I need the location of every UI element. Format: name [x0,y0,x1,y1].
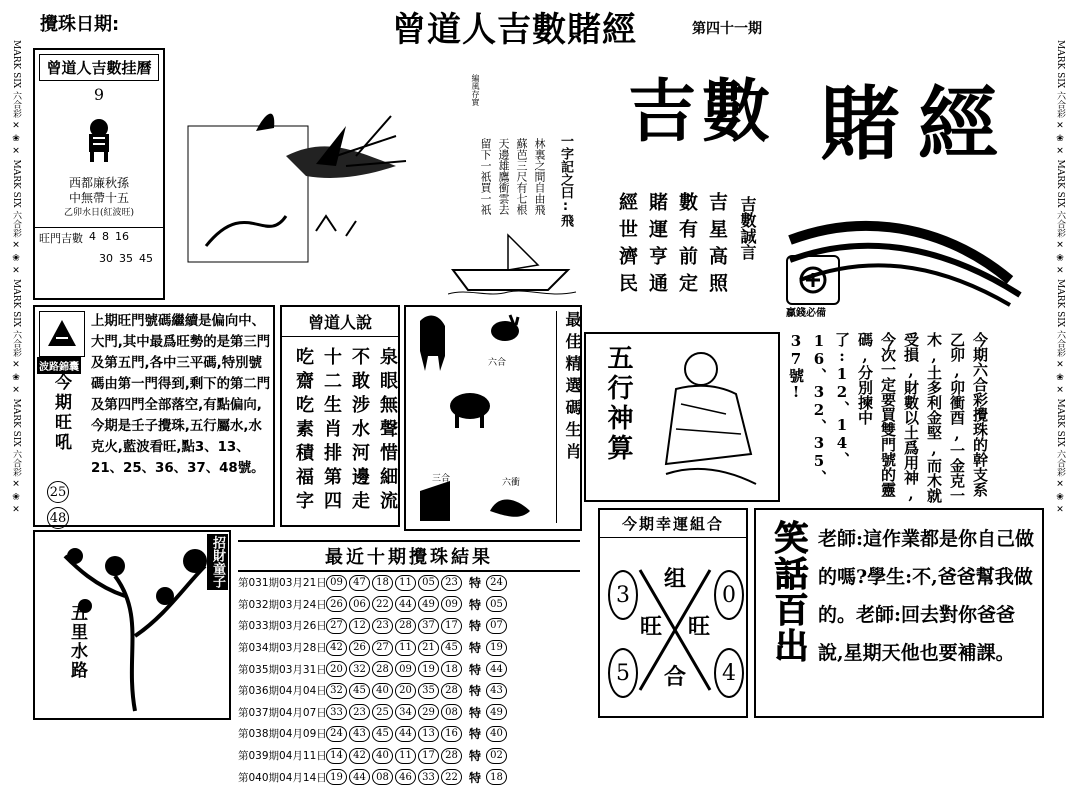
calendar-line-2: 中無帶十五 [68,191,129,205]
result-number: 25 [372,704,393,720]
lucky-num: 30 [99,252,113,265]
issue-number: 第四十一期 [692,21,762,37]
poem-box [448,70,578,300]
result-number: 22 [441,769,462,785]
result-number: 19 [326,769,347,785]
result-number: 28 [441,683,462,699]
page-title: 曾道人吉數賭經 [392,10,637,50]
result-draw-label: 第035期03月31日 [238,663,327,676]
poem-col: 留下一祇買一祇 [479,138,492,215]
result-number: 06 [349,596,370,612]
result-row [238,658,580,680]
result-draw-label: 第036期04月04日 [238,685,327,698]
zengdaoren-col: 泉眼無聲惜細流 [377,347,398,515]
result-number: 40 [372,748,393,764]
wuli-box [33,530,231,720]
combo-num: 5 [608,648,638,698]
result-number: 44 [349,769,370,785]
result-number: 11 [395,640,416,656]
lucky-num: 4 [89,230,96,243]
boat-icon [448,230,578,300]
result-number: 11 [395,748,416,764]
result-number: 21 [418,640,439,656]
special-label: 特 [468,576,481,591]
cheng-yan-col: 數有前定 [676,192,698,300]
calendar-day: 9 [93,85,105,104]
result-number: 14 [326,748,347,764]
result-number: 22 [372,596,393,612]
special-number: 43 [486,683,507,699]
special-number: 40 [486,726,507,742]
wuli-title: 五里水路 [67,604,87,680]
result-draw-label: 第031期03月21日 [238,577,327,590]
result-row [238,723,580,745]
zengdaoren-col: 不敢涉水河邊走 [349,347,370,515]
result-row [238,615,580,637]
result-number: 26 [349,640,370,656]
result-number: 29 [418,704,439,720]
combo-word: 旺 [640,614,663,640]
combo-num: 3 [608,570,638,620]
combo-num: 0 [714,570,744,620]
result-number: 16 [441,726,462,742]
special-label: 特 [468,727,481,742]
wangmen-side-num: 25 [47,481,69,503]
result-number: 20 [395,683,416,699]
right-border-strip [1050,40,1070,740]
result-number: 37 [418,618,439,634]
result-row [238,637,580,659]
result-number: 09 [441,596,462,612]
result-number: 49 [418,596,439,612]
special-label: 特 [468,662,481,677]
wangmen-side-title: 今期旺吼 [51,373,71,453]
result-number: 09 [326,575,347,591]
result-number: 20 [326,661,347,677]
special-number: 05 [486,596,507,612]
joke-text: 老師:這作業都是你自己做的嗎?學生:不,爸爸幫我做的。老師:回去對你爸爸說,星期天他也要補課。 [818,528,1035,664]
lucky-combo-title: 今期幸運組合 [600,510,746,538]
result-number: 18 [441,661,462,677]
result-number: 42 [349,748,370,764]
special-number: 07 [486,618,507,634]
special-label: 特 [468,619,481,634]
lucky-combo-box [598,508,748,718]
cheng-yan-col: 經世濟民 [616,192,638,300]
special-label: 特 [468,705,481,720]
result-row [238,594,580,616]
seal-icon [786,255,840,305]
deity-illustration [656,344,766,494]
left-border-text: MARK SIX 六合彩 ✕ ❀ ✕ MARK SIX 六合彩 ✕ ❀ ✕ MARK SIX 六合彩 ✕ ❀ ✕ MARK SIX 六合彩 ✕ ❀ ✕ [11,40,21,516]
combo-word: 组 [664,566,687,592]
result-number: 12 [349,618,370,634]
result-number: 42 [326,640,347,656]
wuli-label: 招財童子 [207,534,228,590]
special-number: 49 [486,704,507,720]
special-number: 02 [486,748,507,764]
result-number: 13 [418,726,439,742]
result-number: 23 [372,618,393,634]
zengdaoren-box [280,305,400,527]
special-label: 特 [468,770,481,785]
result-number: 34 [395,704,416,720]
result-number: 05 [418,575,439,591]
cheng-yan-col: 吉星高照 [706,192,728,300]
result-draw-label: 第039期04月11日 [238,750,327,763]
compass-icon [39,311,85,357]
result-number: 44 [395,726,416,742]
result-row [238,766,580,788]
result-number: 27 [326,618,347,634]
result-number: 26 [326,596,347,612]
result-number: 08 [441,704,462,720]
result-draw-label: 第032期03月24日 [238,598,327,611]
lucky-num: 35 [119,252,133,265]
special-label: 特 [468,597,481,612]
animals-side-text: 最佳精選碼生肖 [556,311,584,523]
result-number: 24 [326,726,347,742]
results-panel [238,540,580,785]
result-draw-label: 第038期04月09日 [238,728,327,741]
zengdaoren-title: 曾道人說 [282,307,398,337]
special-number: 19 [486,640,507,656]
cheng-yan-heading: 吉數誠言 [738,196,757,260]
result-number: 35 [418,683,439,699]
result-row [238,680,580,702]
special-label: 特 [468,749,481,764]
tiger-icon [35,114,163,168]
poem-col: 林裏之間自由飛 [533,138,546,215]
combo-word: 旺 [688,614,711,640]
result-number: 27 [372,640,393,656]
result-number: 28 [395,618,416,634]
combo-num: 4 [714,648,744,698]
result-number: 09 [395,661,416,677]
animal-label: 六衝 [502,478,521,488]
result-draw-label: 第033期03月26日 [238,620,327,633]
one-word-label: 一字記之曰:飛 [558,134,573,227]
wuxing-title: 五行神算 [603,344,633,464]
special-label: 特 [468,641,481,656]
calendar-line-3: 乙卯水日(紅波旺) [63,208,135,218]
special-label: 特 [468,684,481,699]
wangmen-side-num: 48 [47,507,69,529]
result-number: 45 [441,640,462,656]
calendar-title: 曾道人吉數挂曆 [39,54,159,81]
wuxing-box [584,332,780,502]
small-note: 編風存實 [471,74,480,106]
results-rows [238,572,580,788]
result-number: 40 [372,683,393,699]
result-number: 08 [372,769,393,785]
result-number: 17 [441,618,462,634]
zengdaoren-col: 十二生肖排第四 [321,347,342,515]
combo-word: 合 [664,664,687,690]
zengdaoren-col: 吃齋吃素積福字 [293,347,314,515]
special-number: 44 [486,661,507,677]
results-title: 最近十期攪珠結果 [238,540,580,572]
result-number: 19 [418,661,439,677]
result-number: 32 [349,661,370,677]
result-number: 23 [349,704,370,720]
animal-label: 六合 [488,358,507,368]
result-number: 45 [349,683,370,699]
animals-box [404,305,582,531]
result-number: 47 [349,575,370,591]
lucky-num: 16 [115,230,129,243]
result-number: 33 [418,769,439,785]
poem-col: 天邊雄鷹衝雲去 [497,138,510,215]
lucky-num: 8 [102,230,109,243]
result-number: 46 [395,769,416,785]
result-number: 33 [326,704,347,720]
cheng-yan-col: 賭運亨通 [646,192,668,300]
calendar-box [33,48,165,300]
prediction-text: 今期六合彩攪珠的幹支系乙卯,卯衝酉,一金克一木,土多利金堅,而木就受損,財數以土爲用神,今次一定要買雙門號的靈碼,分別揀中了:12、14、16、32、35、37號! [787,332,989,503]
joke-title: 笑話百出 [768,520,808,664]
seal-label: 贏錢必備 [786,308,826,319]
result-draw-label: 第034期03月28日 [238,642,327,655]
special-number: 24 [486,575,507,591]
special-number: 18 [486,769,507,785]
zodiac-animals-icon [410,311,540,526]
result-draw-label: 第040期04月14日 [238,771,327,784]
result-row [238,572,580,594]
result-number: 18 [372,575,393,591]
wangmen-box [33,305,275,527]
result-number: 17 [418,748,439,764]
result-number: 11 [395,575,416,591]
poem-col: 蘇芭三尺有七根 [515,138,528,215]
result-number: 28 [372,661,393,677]
right-border-text: MARK SIX 六合彩 ✕ ❀ ✕ MARK SIX 六合彩 ✕ ❀ ✕ MARK SIX 六合彩 ✕ ❀ ✕ MARK SIX 六合彩 ✕ ❀ ✕ [1055,40,1065,516]
wangmen-badge: 波路錦囊 [37,357,81,374]
wangmen-text: 上期旺門號碼繼續是偏向中、大門,其中最爲旺勢的是第三門及第五門,各中三平碼,特別號碼由第一門得到,剩下的第二門及第四門全部落空,有點偏向,今期是壬子攪珠,五行屬水,水克火,藍波看旺,點3、13、21、25、36、37、48號。 [91,314,271,476]
result-row [238,702,580,724]
lucky-num: 45 [139,252,153,265]
animal-label: 三合 [432,474,451,484]
lucky-label: 旺門吉數 [39,232,83,245]
big-title-line1: 吉數 [628,72,777,152]
result-number: 28 [441,748,462,764]
result-draw-label: 第037期04月07日 [238,706,327,719]
result-number: 32 [326,683,347,699]
date-label: 攪珠日期: [40,14,120,35]
bird-illustration [186,96,416,266]
result-number: 44 [395,596,416,612]
joke-box [754,508,1044,718]
result-number: 23 [441,575,462,591]
result-number: 43 [349,726,370,742]
result-number: 45 [372,726,393,742]
big-title-line2: 賭經 [820,77,1016,171]
calendar-line-1: 西都廉秋孫 [68,176,129,190]
left-border-strip [6,40,26,740]
